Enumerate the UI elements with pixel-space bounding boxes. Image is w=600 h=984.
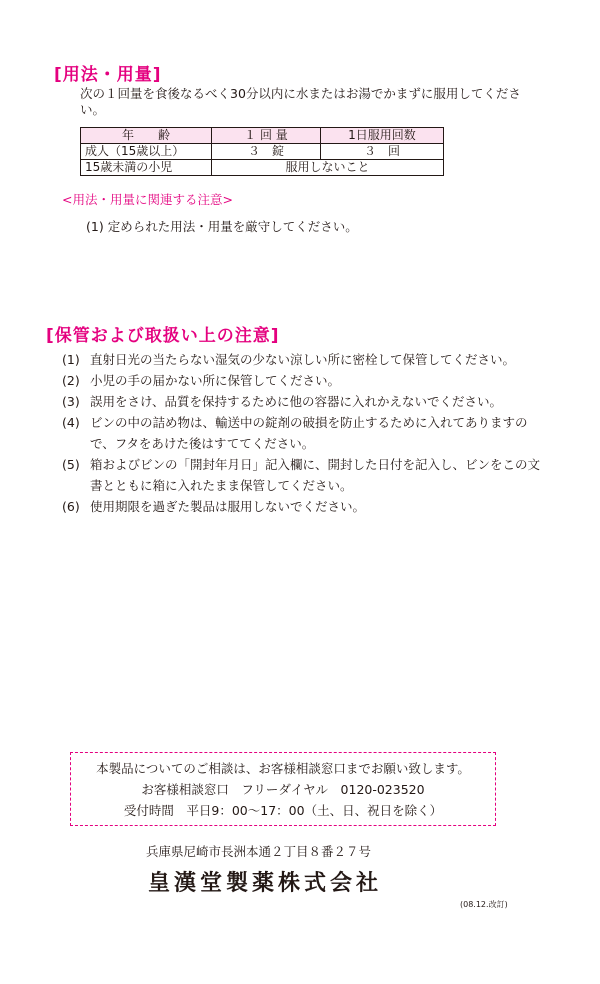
table-cell-age: 成人（15歳以上） (81, 144, 212, 160)
contact-box (70, 752, 496, 826)
list-item (62, 349, 540, 370)
usage-note-item (86, 217, 358, 235)
item-text: 使用期限を過ぎた製品は服用しないでください。 (90, 499, 366, 514)
usage-intro: 次の１回量を食後なるべく30分以内に水またはお湯でかまずに服用してください。 (80, 86, 521, 117)
item-text: 誤用をさけ、品質を保持するために他の容器に入れかえないでください。 (90, 394, 503, 409)
item-text: 箱およびビンの「開封年月日」記入欄に、開封した日付を記入し、ビンをこの文書とともに箱に入れたまま保管してください。 (90, 457, 541, 493)
contact-intro: 本製品についてのご相談は、お客様相談窓口までお願い致します。 (96, 761, 470, 776)
dosage-table (80, 127, 444, 176)
note-number: (1) (86, 219, 104, 234)
usage-heading: [用法・用量] (54, 65, 162, 85)
table-header-row (81, 128, 444, 144)
item-number: (3) (62, 394, 80, 409)
contact-hours: 受付時間 平日9：00〜17：00（土、日、祝日を除く） (123, 803, 443, 818)
revision-date: (08.12.改訂) (460, 900, 508, 909)
list-item (62, 412, 540, 454)
item-number: (6) (62, 499, 80, 514)
item-number: (4) (62, 415, 80, 430)
list-item (62, 370, 540, 391)
company-name: 皇漢堂製薬株式会社 (148, 870, 383, 896)
table-row (81, 160, 444, 176)
usage-notes-heading: <用法・用量に関連する注意> (62, 192, 233, 207)
table-cell-frequency: ３ 回 (321, 144, 444, 160)
list-item (62, 454, 540, 496)
table-cell-age: 15歳未満の小児 (81, 160, 212, 176)
storage-heading: [保管および取扱い上の注意] (46, 326, 280, 346)
table-header-dose: １ 回 量 (212, 128, 321, 144)
table-cell-do-not-use: 服用しないこと (212, 160, 444, 176)
item-number: (1) (62, 352, 80, 367)
note-text: 定められた用法・用量を厳守してください。 (107, 219, 358, 234)
contact-phone: お客様相談窓口 フリーダイヤル 0120-023520 (141, 782, 425, 797)
table-row (81, 144, 444, 160)
table-cell-dose: ３ 錠 (212, 144, 321, 160)
item-number: (5) (62, 457, 80, 472)
table-header-age: 年 齢 (81, 128, 212, 144)
table-header-frequency: 1日服用回数 (321, 128, 444, 144)
item-text: 直射日光の当たらない湿気の少ない涼しい所に密栓して保管してください。 (90, 352, 516, 367)
item-text: ビンの中の詰め物は、輸送中の錠剤の破損を防止するために入れてありますので、フタをあけた後はすててください。 (90, 415, 528, 451)
item-number: (2) (62, 373, 80, 388)
item-text: 小児の手の届かない所に保管してください。 (90, 373, 341, 388)
company-address: 兵庫県尼崎市長洲本通２丁目８番２７号 (146, 844, 372, 859)
list-item (62, 496, 540, 517)
list-item (62, 391, 540, 412)
storage-list (62, 349, 540, 517)
